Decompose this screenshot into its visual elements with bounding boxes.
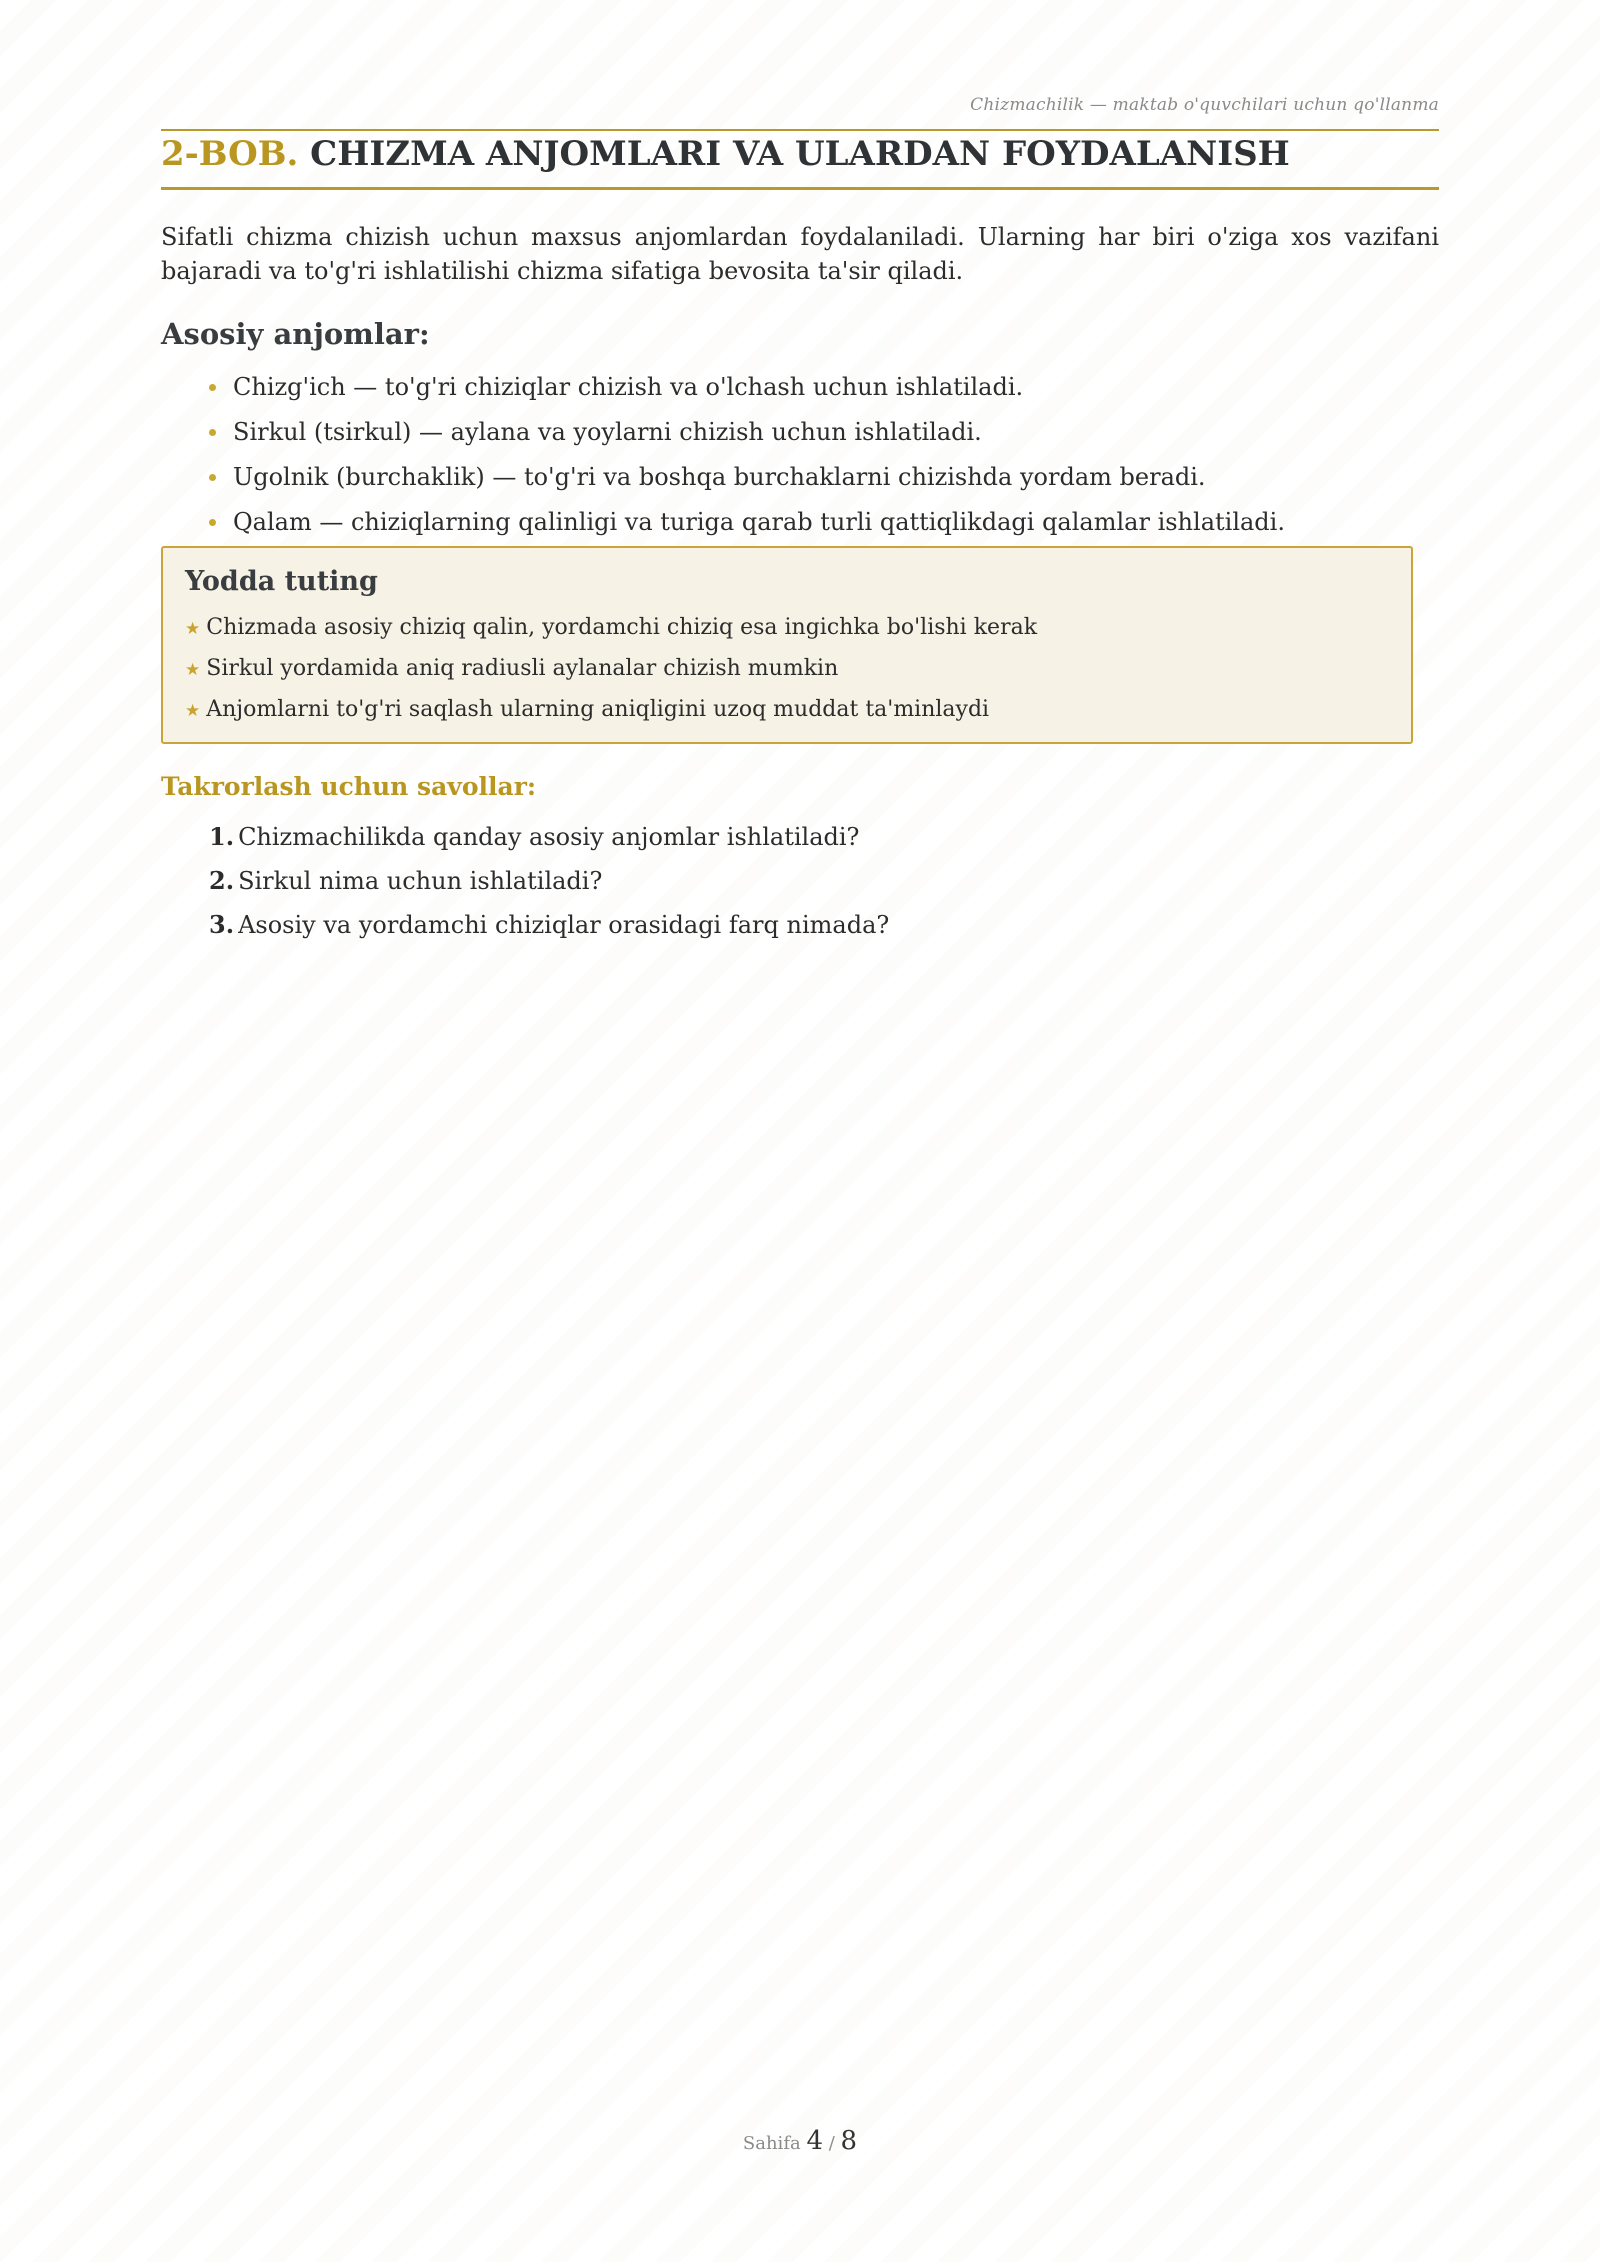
list-item: ★ Sirkul yordamida aniq radiusli aylanalar chizish mumkin (185, 656, 839, 681)
dot-bullet-icon (209, 384, 216, 391)
tools-heading: Asosiy anjomlar: (161, 317, 430, 351)
star-icon: ★ (185, 619, 201, 639)
chapter-title (161, 134, 1290, 174)
reminder-title: Yodda tuting (185, 566, 378, 597)
list-item: Sirkul (tsirkul) — aylana va yoylarni chizish uchun ishlatiladi. (209, 410, 1285, 455)
list-item: ★ Anjomlarni to'g'ri saqlash ularning aniqligini uzoq muddat ta'minlaydi (185, 697, 990, 722)
title-rule (161, 187, 1439, 190)
page-separator: / (828, 2133, 835, 2154)
page-footer (0, 2126, 1600, 2156)
star-icon: ★ (185, 701, 201, 721)
current-page-number: 4 (806, 2126, 823, 2156)
question-item: 1. Chizmachilikda qanday asosiy anjomlar ishlatiladi? (209, 822, 860, 851)
dot-bullet-icon (209, 474, 216, 481)
questions-heading: Takrorlash uchun savollar: (161, 772, 537, 801)
total-pages-number: 8 (840, 2126, 858, 2156)
header-rule (161, 129, 1439, 131)
list-item: Chizg'ich — to'g'ri chiziqlar chizish va o'lchash uchun ishlatiladi. (209, 365, 1285, 410)
question-item: 2. Sirkul nima uchun ishlatiladi? (209, 866, 603, 895)
star-icon: ★ (185, 660, 201, 680)
page-label: Sahifa (742, 2133, 801, 2154)
questions-list (209, 815, 889, 947)
reminder-list (185, 608, 1037, 731)
question-item: 3. Asosiy va yordamchi chiziqlar orasidagi farq nimada? (209, 910, 890, 939)
tools-list (209, 365, 1285, 545)
reminder-box (161, 546, 1413, 744)
chapter-number: 2-BOB. (161, 134, 299, 174)
list-item: Qalam — chiziqlarning qalinligi va turiga qarab turli qattiqlikdagi qalamlar ishlatiladi. (209, 500, 1285, 545)
dot-bullet-icon (209, 519, 216, 526)
list-item: Ugolnik (burchaklik) — to'g'ri va boshqa burchaklarni chizishda yordam beradi. (209, 455, 1285, 500)
chapter-title-text: CHIZMA ANJOMLARI VA ULARDAN FOYDALANISH (310, 134, 1290, 174)
list-item: ★ Chizmada asosiy chiziq qalin, yordamchi chiziq esa ingichka bo'lishi kerak (185, 615, 1038, 640)
running-header: Chizmachilik — maktab o'quvchilari uchun qo'llanma (970, 95, 1439, 115)
intro-paragraph: Sifatli chizma chizish uchun maxsus anjomlardan foydalaniladi. Ularning har biri o'ziga xos vazifani bajaradi va to'g'ri ishlatilishi chizma sifatiga bevosita ta'sir qiladi. (161, 223, 1439, 285)
dot-bullet-icon (209, 429, 216, 436)
